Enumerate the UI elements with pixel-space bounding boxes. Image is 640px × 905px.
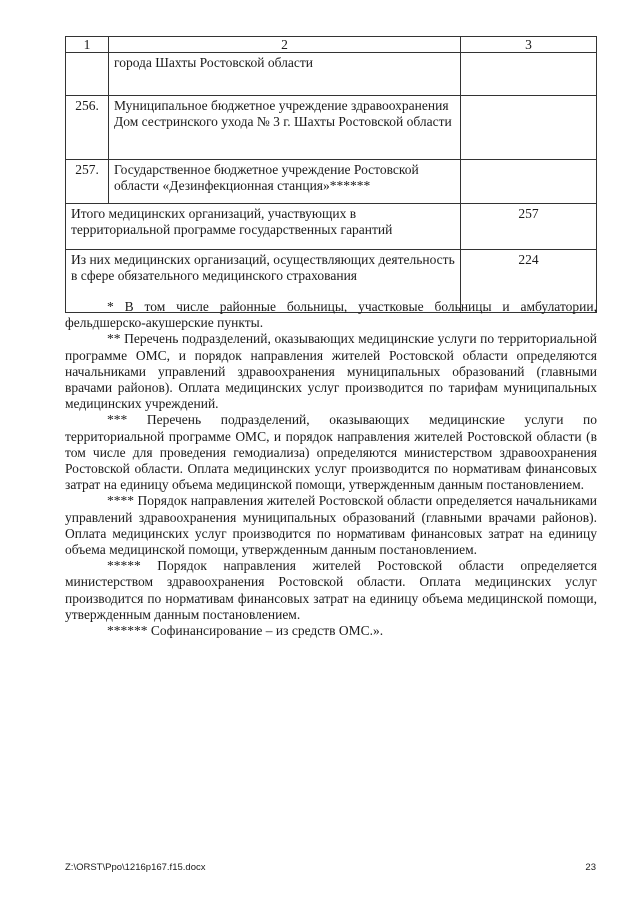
footnote-5: ***** Порядок направления жителей Ростовской области определяется министерством здравоохранения Ростовской области. Оплата медицинских услуг производится по нормативам финансовых затрат на единицу объема медицинской помощи, утвержденным данным постановлением. (65, 558, 597, 622)
footnotes (65, 299, 597, 639)
footer-page-number: 23 (585, 862, 596, 873)
column-header-3: 3 (461, 37, 597, 53)
organizations-table (65, 36, 597, 313)
organization-name: города Шахты Ростовской области (109, 53, 461, 96)
table-header-row (66, 37, 597, 53)
row-value (461, 53, 597, 96)
footer-file-path: Z:\ORST\Ppo\1216p167.f15.docx (65, 862, 206, 873)
row-value (461, 160, 597, 204)
total-label: Итого медицинских организаций, участвующих в территориальной программе государственных гарантий (66, 204, 461, 250)
row-number: 256. (66, 96, 109, 160)
row-number (66, 53, 109, 96)
footnote-6: ****** Софинансирование – из средств ОМС.». (107, 623, 384, 639)
oms-subtotal-label: Из них медицинских организаций, осуществляющих деятельность в сфере обязательного медицинского страхования (66, 250, 461, 313)
table-row (66, 96, 597, 160)
total-value: 257 (461, 204, 597, 250)
footnote-4: **** Порядок направления жителей Ростовской области определяется начальниками управлений здравоохранения муниципальных образований (главными врачами районов). Оплата медицинских услуг производится по нормативам финансовых затрат на единицу объема медицинской помощи, утвержденным данным постановлением. (65, 493, 597, 558)
footnote-2: ** Перечень подразделений, оказывающих медицинские услуги по территориальной программе ОМС, и порядок направления жителей Ростовской области определяются начальниками управлений здравоохранения муниципальных образований (главными врачами районов). Оплата медицинских услуг производится по тарифам муниципальных медицинских учреждений. (65, 331, 597, 412)
row-value (461, 96, 597, 160)
organization-name: Государственное бюджетное учреждение Ростовской области «Дезинфекционная станция»****** (109, 160, 461, 204)
footnote-1: * В том числе районные больницы, участковые больницы и амбулатории, фельдшерско-акушерские пункты. (65, 299, 597, 331)
footnote-3: *** Перечень подразделений, оказывающих медицинские услуги по территориальной программе ОМС, и порядок направления жителей Ростовской области (в том числе для проведения гемодиализа) определяются министерством здравоохранения Ростовской области. Оплата медицинских услуг производится по нормативам финансовых затрат на единицу объема медицинской помощи, утвержденным данным постановлением. (65, 412, 597, 493)
row-number: 257. (66, 160, 109, 204)
oms-subtotal-value: 224 (461, 250, 597, 313)
column-header-2: 2 (109, 37, 461, 53)
organization-name: Муниципальное бюджетное учреждение здравоохранения Дом сестринского ухода № 3 г. Шахты Ростовской области (109, 96, 461, 160)
table-row (66, 160, 597, 204)
total-row (66, 204, 597, 250)
table-row (66, 53, 597, 96)
column-header-1: 1 (66, 37, 109, 53)
